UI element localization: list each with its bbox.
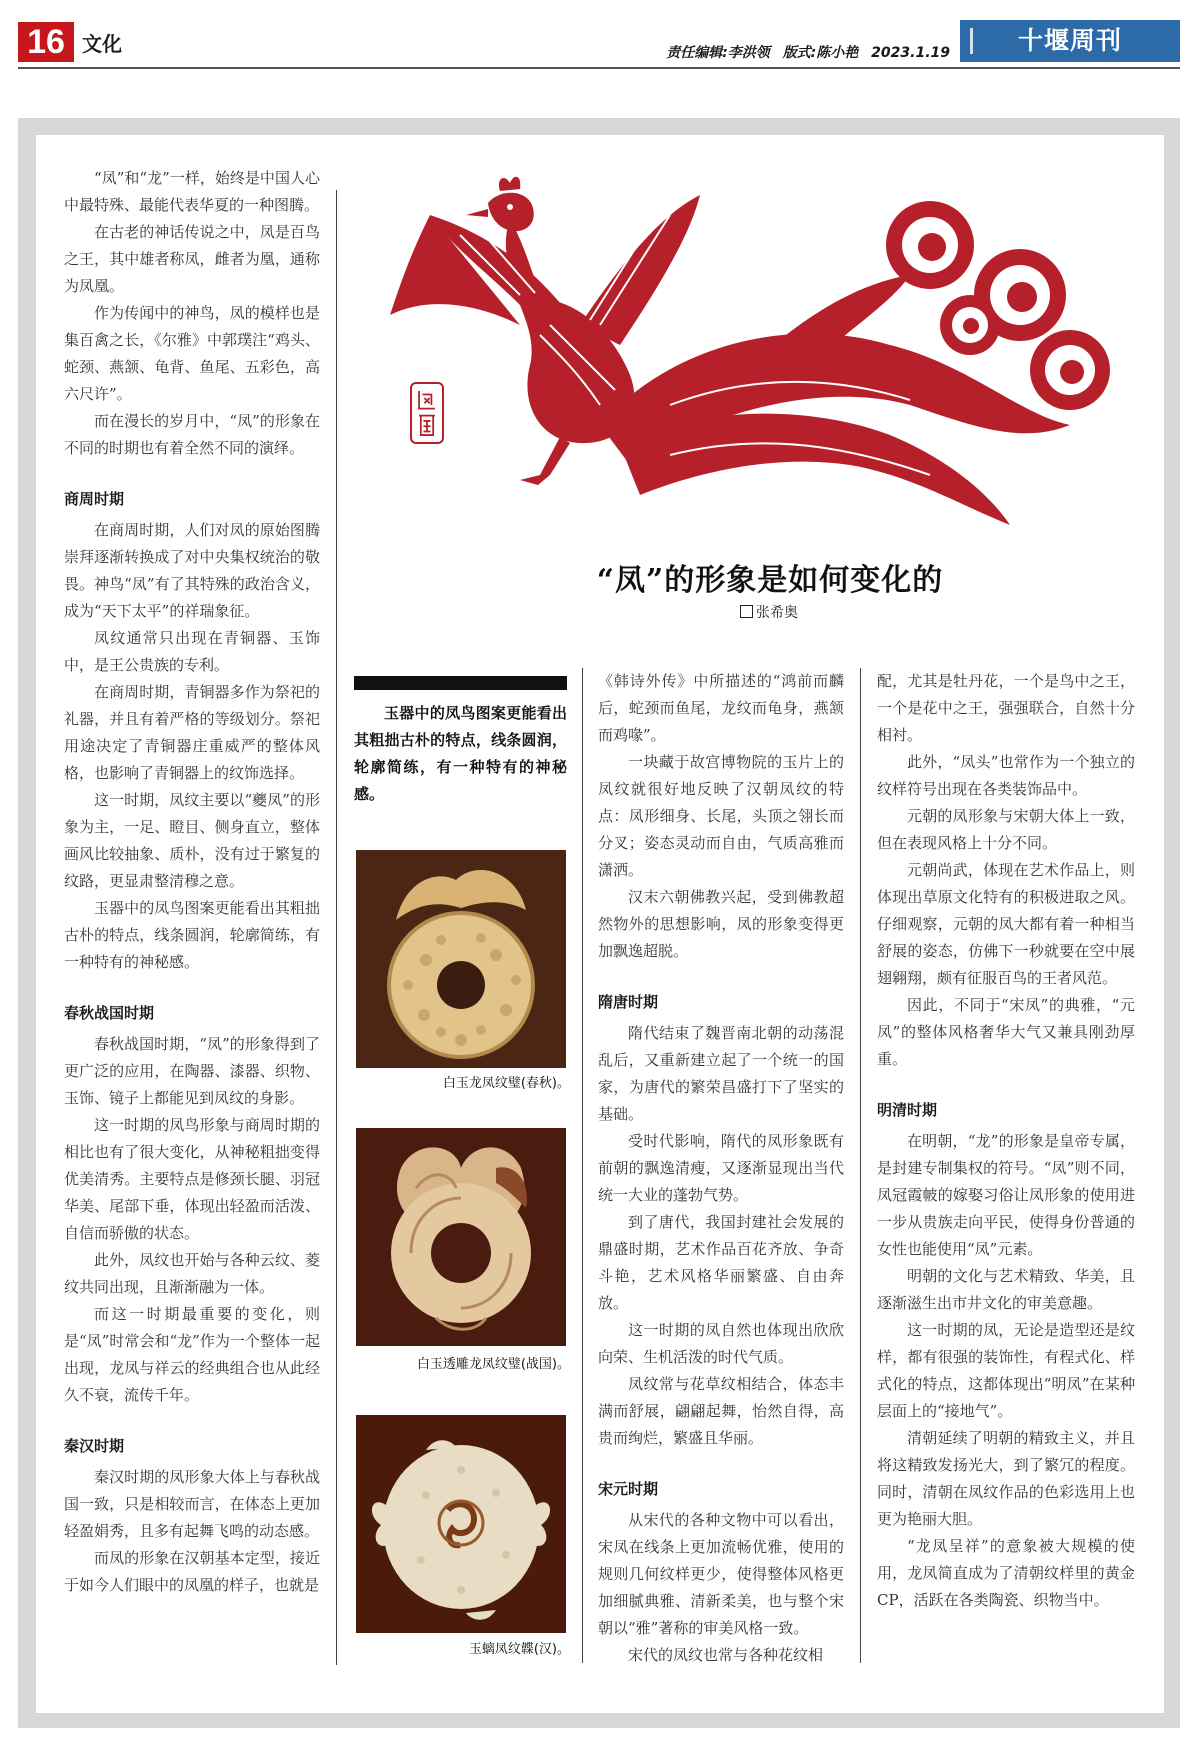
section-heading-suitang: 隋唐时期 [598, 993, 659, 1011]
paragraph: 元朝尚武，体现在艺术作品上，则体现出草原文化特有的积极进取之风。仔细观察，元朝的凤大都有着一种相当舒展的姿态，仿佛下一秒就要在空中展翅翱翔，颇有征服百鸟的王者风范。 [877, 861, 1135, 987]
image-caption: 白玉龙凤纹璧(春秋)。 [442, 1076, 570, 1091]
jade-disc-photo-warring-states [356, 1128, 566, 1346]
column-divider [860, 668, 861, 1663]
pullquote: 玉器中的凤鸟图案更能看出其粗拙古朴的特点，线条圆润，轮廓简练，有一种特有的神秘感。 [354, 704, 567, 803]
section-name: 文化 [82, 32, 122, 56]
paragraph: 在古老的神话传说之中，凤是百鸟之王，其中雄者称凤，雌者为凰，通称为凤凰。 [64, 223, 320, 295]
image-caption: 白玉透雕龙凤纹璧(战国)。 [416, 1357, 570, 1372]
article-column-1 [64, 165, 320, 1599]
paragraph: 凤纹通常只出现在青铜器、玉饰中，是王公贵族的专利。 [64, 629, 320, 674]
phoenix-seal-stamp [410, 382, 444, 444]
article-column-3 [598, 668, 844, 1669]
paragraph: 在商周时期，青铜器多作为祭祀的礼器，并且有着严格的等级划分。祭祀用途决定了青铜器庄重威严的整体风格，也影响了青铜器上的纹饰选择。 [64, 683, 320, 782]
paragraph: 此外，凤纹也开始与各种云纹、菱纹共同出现，且渐渐融为一体。 [64, 1251, 320, 1296]
layout-name: 版式:陈小艳 [782, 45, 859, 61]
paragraph: 在商周时期，人们对凤的原始图腾崇拜逐渐转换成了对中央集权统治的敬畏。神鸟“凤”有了其特殊的政治含义，成为“天下太平”的祥瑞象征。 [64, 521, 320, 620]
editor-name: 责任编辑:李洪领 [666, 45, 770, 61]
paragraph: 玉器中的凤鸟图案更能看出其粗拙古朴的特点，线条圆润，轮廓简练，有一种特有的神秘感。 [64, 899, 320, 971]
paragraph: “龙凤呈祥”的意象被大规模的使用，龙凤简直成为了清朝纹样里的黄金CP，活跃在各类陶瓷、织物当中。 [877, 1537, 1135, 1609]
paragraph: 配，尤其是牡丹花，一个是鸟中之王，一个是花中之王，强强联合，自然十分相衬。 [877, 672, 1135, 744]
paragraph: 这一时期的凤自然也体现出欣欣向荣、生机活泼的时代气质。 [598, 1321, 844, 1366]
paragraph: 受时代影响，隋代的凤形象既有前朝的飘逸清瘦，又逐渐显现出当代统一大业的蓬勃气势。 [598, 1132, 844, 1204]
paper-name: 十堰周刊 [960, 20, 1180, 62]
image-caption: 玉螭凤纹韘(汉)。 [468, 1642, 570, 1657]
paragraph: 这一时期的凤鸟形象与商周时期的相比也有了很大变化，从神秘粗拙变得优美清秀。主要特点是修颈长腿、羽冠华美、尾部下垂，体现出轻盈而活泼、自信而骄傲的状态。 [64, 1116, 320, 1242]
paragraph: 宋代的凤纹也常与各种花纹相 [628, 1646, 824, 1664]
editor-credits [658, 42, 950, 62]
paragraph: 作为传闻中的神鸟，凤的模样也是集百禽之长，《尔雅》中郭璞注“鸡头、蛇颈、燕颔、龟背、鱼尾、五彩色，高六尺许”。 [64, 304, 320, 403]
article-title: “凤”的形象是如何变化的 [596, 563, 944, 598]
paragraph: 汉末六朝佛教兴起，受到佛教超然物外的思想影响，凤的形象变得更加飘逸超脱。 [598, 888, 844, 960]
paragraph: 从宋代的各种文物中可以看出，宋凤在线条上更加流畅优雅，使用的规则几何纹样更少，使得整体风格更加细腻典雅、清新柔美，也与整个宋朝以“雅”著称的审美风格一致。 [598, 1511, 844, 1637]
section-heading-shang: 商周时期 [64, 490, 125, 508]
paragraph: 春秋战国时期，“凤”的形象得到了更广泛的应用，在陶器、漆器、织物、玉饰、镜子上都能见到凤纹的身影。 [64, 1035, 320, 1107]
paragraph: 此外，“凤头”也常作为一个独立的纹样符号出现在各类装饰品中。 [877, 753, 1135, 798]
article-byline [740, 602, 798, 622]
paragraph: 明朝的文化与艺术精致、华美，且逐渐滋生出市井文化的审美意趣。 [877, 1267, 1135, 1312]
paragraph: 元朝的凤形象与宋朝大体上一致，但在表现风格上十分不同。 [877, 807, 1135, 852]
section-heading-songyuan: 宋元时期 [598, 1480, 659, 1498]
pullquote-bar [354, 676, 567, 690]
paragraph: “凤”和“龙”一样，始终是中国人心中最特殊、最能代表华夏的一种图腾。 [64, 169, 320, 214]
author-name: 张希奥 [756, 605, 798, 621]
page-number: 16 [18, 22, 74, 62]
masthead [18, 18, 1180, 72]
paragraph: 凤纹常与花草纹相结合，体态丰满而舒展，翩翩起舞，怡然自得，高贵而绚烂，繁盛且华丽。 [598, 1375, 844, 1447]
column-divider [582, 668, 583, 1663]
paragraph: 隋代结束了魏晋南北朝的动荡混乱后，又重新建立起了一个统一的国家，为唐代的繁荣昌盛打下了坚实的基础。 [598, 1024, 844, 1123]
paragraph: 到了唐代，我国封建社会发展的鼎盛时期，艺术作品百花齐放、争奇斗艳，艺术风格华丽繁盛、自由奔放。 [598, 1213, 844, 1312]
section-heading-chunqiu: 春秋战国时期 [64, 1004, 155, 1022]
paragraph: 《韩诗外传》中所描述的“鸿前而麟后，蛇颈而鱼尾，龙纹而龟身，燕颔而鸡喙”。 [598, 672, 844, 744]
paragraph: 一块藏于故宫博物院的玉片上的凤纹就很好地反映了汉朝凤纹的特点：凤形细身、长尾，头顶之翎长而分叉；姿态灵动而自由，气质高雅而潇洒。 [598, 753, 844, 879]
paragraph: 清朝延续了明朝的精致主义，并且将这精致发扬光大，到了繁冗的程度。同时，清朝在凤纹作品的色彩选用上也更为艳丽大胆。 [877, 1429, 1135, 1528]
paragraph: 在明朝，“龙”的形象是皇帝专属，是封建专制集权的符号。“凤”则不同，凤冠霞帔的嫁娶习俗让凤形象的使用进一步从贵族走向平民，使得身份普通的女性也能使用“凤”元素。 [877, 1132, 1135, 1258]
section-heading-mingqing: 明清时期 [877, 1101, 938, 1119]
paragraph: 而这一时期最重要的变化，则是“凤”时常会和“龙”作为一个整体一起出现，龙凤与祥云的经典组合也从此经久不衰，流传千年。 [64, 1305, 320, 1404]
paragraph: 秦汉时期的凤形象大体上与春秋战国一致，只是相较而言，在体态上更加轻盈娟秀，且多有起舞飞鸣的动态感。 [64, 1468, 320, 1540]
paragraph: 这一时期，凤纹主要以“夔凤”的形象为主，一足、瞪目、侧身直立，整体画风比较抽象、质朴，没有过于繁复的纹路，更显肃整清穆之意。 [64, 791, 320, 890]
phoenix-papercut-illustration [370, 175, 1130, 545]
jade-thumb-ring-photo-han [356, 1415, 566, 1633]
jade-disc-photo-spring-autumn [356, 850, 566, 1068]
paragraph: 而凤的形象在汉朝基本定型，接近于如今人们眼中的凤凰的样子，也就是 [64, 1549, 320, 1594]
issue-date: 2023.1.19 [871, 45, 950, 61]
article-column-4 [877, 668, 1135, 1614]
paragraph: 因此，不同于“宋凤”的典雅，“元凤”的整体风格奢华大气又兼具刚劲厚重。 [877, 996, 1135, 1068]
column-divider [336, 190, 337, 1665]
paragraph: 这一时期的凤，无论是造型还是纹样，都有很强的装饰性，有程式化、样式化的特点，这都体现出“明凤”在某种层面上的“接地气”。 [877, 1321, 1135, 1420]
paragraph: 而在漫长的岁月中，“凤”的形象在不同的时期也有着全然不同的演绎。 [64, 412, 320, 457]
masthead-rule [18, 67, 1180, 69]
section-heading-qinhan: 秦汉时期 [64, 1437, 125, 1455]
